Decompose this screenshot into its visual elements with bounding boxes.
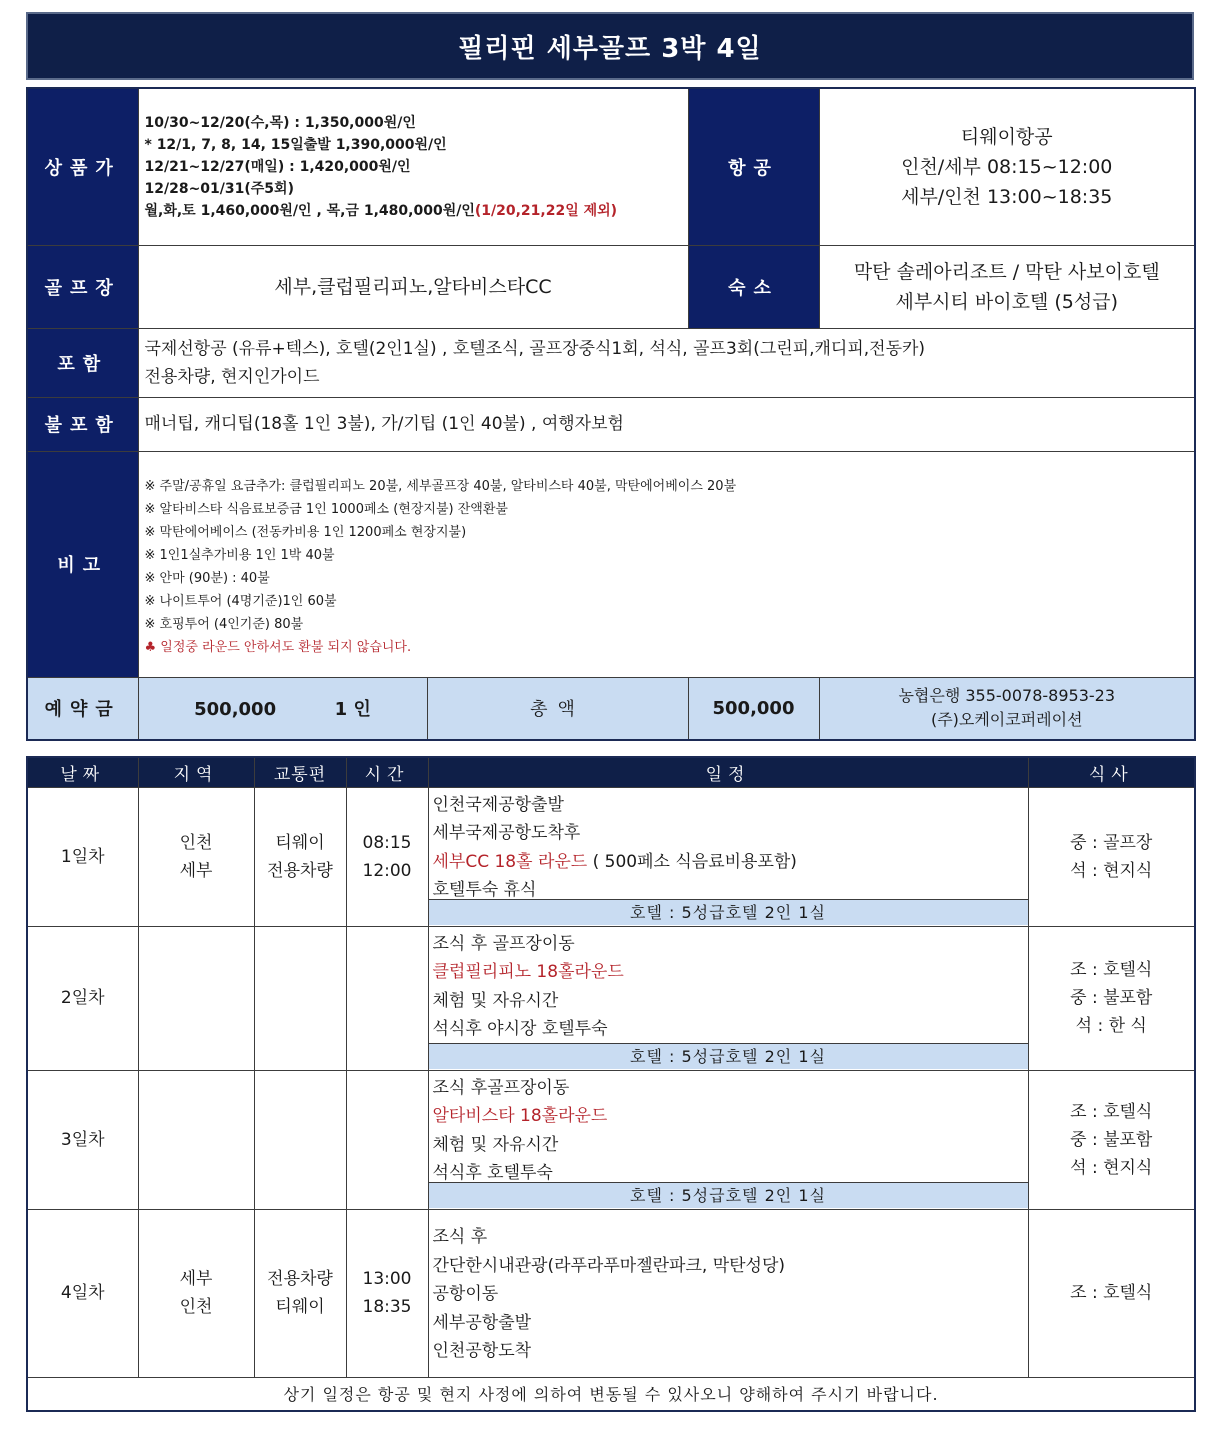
- included-line: 전용차량, 현지인가이드: [144, 366, 320, 387]
- price-line: 월,화,토 1,460,000원/인 , 목,금 1,480,000원/인(1/20,21,22일 제외): [144, 202, 618, 219]
- lodging-label: 숙소: [688, 245, 819, 328]
- header-plan: 일정: [428, 757, 1028, 787]
- bank-holder: (주)오케이코퍼레이션: [930, 710, 1083, 730]
- plan-line: 조식 후골프장이동: [432, 1077, 570, 1098]
- plan-line: 인천국제공항출발: [432, 794, 564, 815]
- airline-label: 항공: [688, 88, 819, 245]
- airline-line: 인천/세부 08:15~12:00: [901, 155, 1113, 178]
- region-cell: [138, 926, 254, 1070]
- golf-round-highlight: 세부CC 18홀 라운드: [432, 851, 588, 872]
- schedule-row: [27, 1070, 1195, 1209]
- plan-cell: [428, 1070, 1028, 1209]
- note-line: ※ 안마 (90분) : 40불: [144, 571, 270, 586]
- day-label: 3일차: [27, 1070, 138, 1209]
- deposit-per: 1 인: [334, 699, 371, 721]
- plan-line: 석식후 야시장 호텔투숙: [432, 1019, 608, 1039]
- notes-label: 비고: [27, 451, 138, 677]
- plan-line: 석식후 호텔투숙: [432, 1163, 553, 1183]
- price-exclusion-note: (1/20,21,22일 제외): [474, 202, 618, 219]
- schedule-row: [27, 787, 1195, 926]
- price-line: 12/28~01/31(주5회): [144, 180, 294, 197]
- header-region: 지역: [138, 757, 254, 787]
- plan-line: 체험 및 자유시간: [432, 990, 559, 1011]
- golf-label: 골프장: [27, 245, 138, 328]
- included-cell: [138, 328, 1195, 397]
- day-label: 1일차: [27, 787, 138, 926]
- transport-cell: 티웨이 전용차량: [254, 787, 346, 926]
- region-cell: 인천 세부: [138, 787, 254, 926]
- hotel-bar: 호텔 : 5성급호텔 2인 1실: [429, 899, 1028, 925]
- hotel-bar: 호텔 : 5성급호텔 2인 1실: [429, 1182, 1028, 1208]
- region-cell: [138, 1070, 254, 1209]
- plan-line: 세부공항출발: [432, 1312, 532, 1333]
- note-line: ※ 알타비스타 식음료보증금 1인 1000페소 (현장지불) 잔액환불: [144, 502, 508, 517]
- golf-round-highlight: 알타비스타 18홀라운드: [432, 1106, 608, 1126]
- time-cell: [346, 1070, 428, 1209]
- time-cell: [346, 926, 428, 1070]
- included-line: 국제선항공 (유류+텍스), 호텔(2인1실) , 호텔조식, 골프장중식1회, 석식, 골프3회(그린피,캐디피,전동카): [144, 338, 926, 359]
- plan-line: 체험 및 자유시간: [432, 1134, 559, 1155]
- plan-line: 조식 후: [432, 1227, 488, 1248]
- deposit-amount: 500,000: [194, 699, 277, 721]
- lodging-line: 세부시티 바이호텔 (5성급): [895, 290, 1119, 313]
- day-label: 4일차: [27, 1209, 138, 1377]
- schedule-row: [27, 926, 1195, 1070]
- price-cell: [138, 88, 688, 245]
- airline-line: 세부/인천 13:00~18:35: [901, 185, 1113, 208]
- meal-cell: 조 : 호텔식 중 : 불포함 석 : 현지식: [1028, 1070, 1195, 1209]
- time-cell: 08:15 12:00: [346, 787, 428, 926]
- title-bar: [26, 12, 1194, 80]
- note-line: ※ 주말/공휴일 요금추가: 클럽필리피노 20불, 세부골프장 40불, 알타비스타 40불, 막탄에어베이스 20불: [144, 479, 737, 494]
- header-date: 날짜: [27, 757, 138, 787]
- golf-course: 세부,클럽필리피노,알타비스타CC: [138, 245, 688, 328]
- transport-cell: [254, 1070, 346, 1209]
- page-title: 필리핀 세부골프 3박 4일: [458, 33, 762, 64]
- plan-line: 인천공항도착: [432, 1341, 532, 1362]
- plan-line: 호텔투숙 휴식: [432, 880, 537, 900]
- info-table: [26, 87, 1196, 741]
- price-line: 10/30~12/20(수,목) : 1,350,000원/인: [144, 114, 416, 131]
- note-line: ※ 1인1실추가비용 1인 1박 40불: [144, 548, 335, 563]
- excluded-cell: 매너팁, 캐디팁(18홀 1인 3불), 가/기팁 (1인 40불) , 여행자보험: [138, 397, 1195, 451]
- lodging-line: 막탄 솔레아리조트 / 막탄 사보이호텔: [853, 260, 1160, 283]
- header-meal: 식사: [1028, 757, 1195, 787]
- total-label: 총액: [427, 677, 688, 740]
- plan-cell: [428, 787, 1028, 926]
- header-transport: 교통편: [254, 757, 346, 787]
- lodging-cell: [819, 245, 1195, 328]
- price-line: * 12/1, 7, 8, 14, 15일출발 1,390,000원/인: [144, 136, 447, 153]
- plan-cell: [428, 1209, 1028, 1377]
- schedule-table: [26, 756, 1196, 1412]
- header-time: 시간: [346, 757, 428, 787]
- total-amount: 500,000: [688, 677, 819, 740]
- plan-line: 간단한시내관광(라푸라푸마젤란파크, 막탄성당): [432, 1255, 786, 1276]
- excluded-label: 불포함: [27, 397, 138, 451]
- transport-cell: 전용차량 티웨이: [254, 1209, 346, 1377]
- plan-line: 세부CC 18홀 라운드 ( 500페소 식음료비용포함): [432, 851, 797, 872]
- golf-round-highlight: 클럽필리피노 18홀라운드: [432, 962, 624, 982]
- plan-cell: [428, 926, 1028, 1070]
- note-line: ※ 호핑투어 (4인기준) 80불: [144, 617, 304, 632]
- day-label: 2일차: [27, 926, 138, 1070]
- price-label: 상품가: [27, 88, 138, 245]
- airline-cell: [819, 88, 1195, 245]
- footer-notice: 상기 일정은 항공 및 현지 사정에 의하여 변동될 수 있사오니 양해하여 주시기 바랍니다.: [27, 1377, 1195, 1411]
- airline-line: 티웨이항공: [960, 125, 1053, 148]
- meal-cell: 조 : 호텔식: [1028, 1209, 1195, 1377]
- note-line: ※ 나이트투어 (4명기준)1인 60불: [144, 594, 337, 609]
- included-label: 포함: [27, 328, 138, 397]
- time-cell: 13:00 18:35: [346, 1209, 428, 1377]
- meal-cell: 중 : 골프장 석 : 현지식: [1028, 787, 1195, 926]
- deposit-cell: [138, 677, 427, 740]
- bank-account: 농협은행 355-0078-8953-23: [898, 686, 1116, 706]
- schedule-row: [27, 1209, 1195, 1377]
- plan-line: 세부국제공항도착후: [432, 823, 581, 843]
- deposit-label: 예약금: [27, 677, 138, 740]
- plan-line: 조식 후 골프장이동: [432, 933, 575, 954]
- meal-cell: 조 : 호텔식 중 : 불포함 석 : 한 식: [1028, 926, 1195, 1070]
- region-cell: 세부 인천: [138, 1209, 254, 1377]
- refund-warning: ♣ 일정중 라운드 안하셔도 환불 되지 않습니다.: [144, 640, 412, 655]
- bank-info: [819, 677, 1195, 740]
- notes-cell: [138, 451, 1195, 677]
- hotel-bar: 호텔 : 5성급호텔 2인 1실: [429, 1043, 1028, 1069]
- note-line: ※ 막탄에어베이스 (전동카비용 1인 1200페소 현장지불): [144, 525, 467, 540]
- plan-line: 공항이동: [432, 1284, 499, 1305]
- transport-cell: [254, 926, 346, 1070]
- price-line: 12/21~12/27(매일) : 1,420,000원/인: [144, 158, 411, 175]
